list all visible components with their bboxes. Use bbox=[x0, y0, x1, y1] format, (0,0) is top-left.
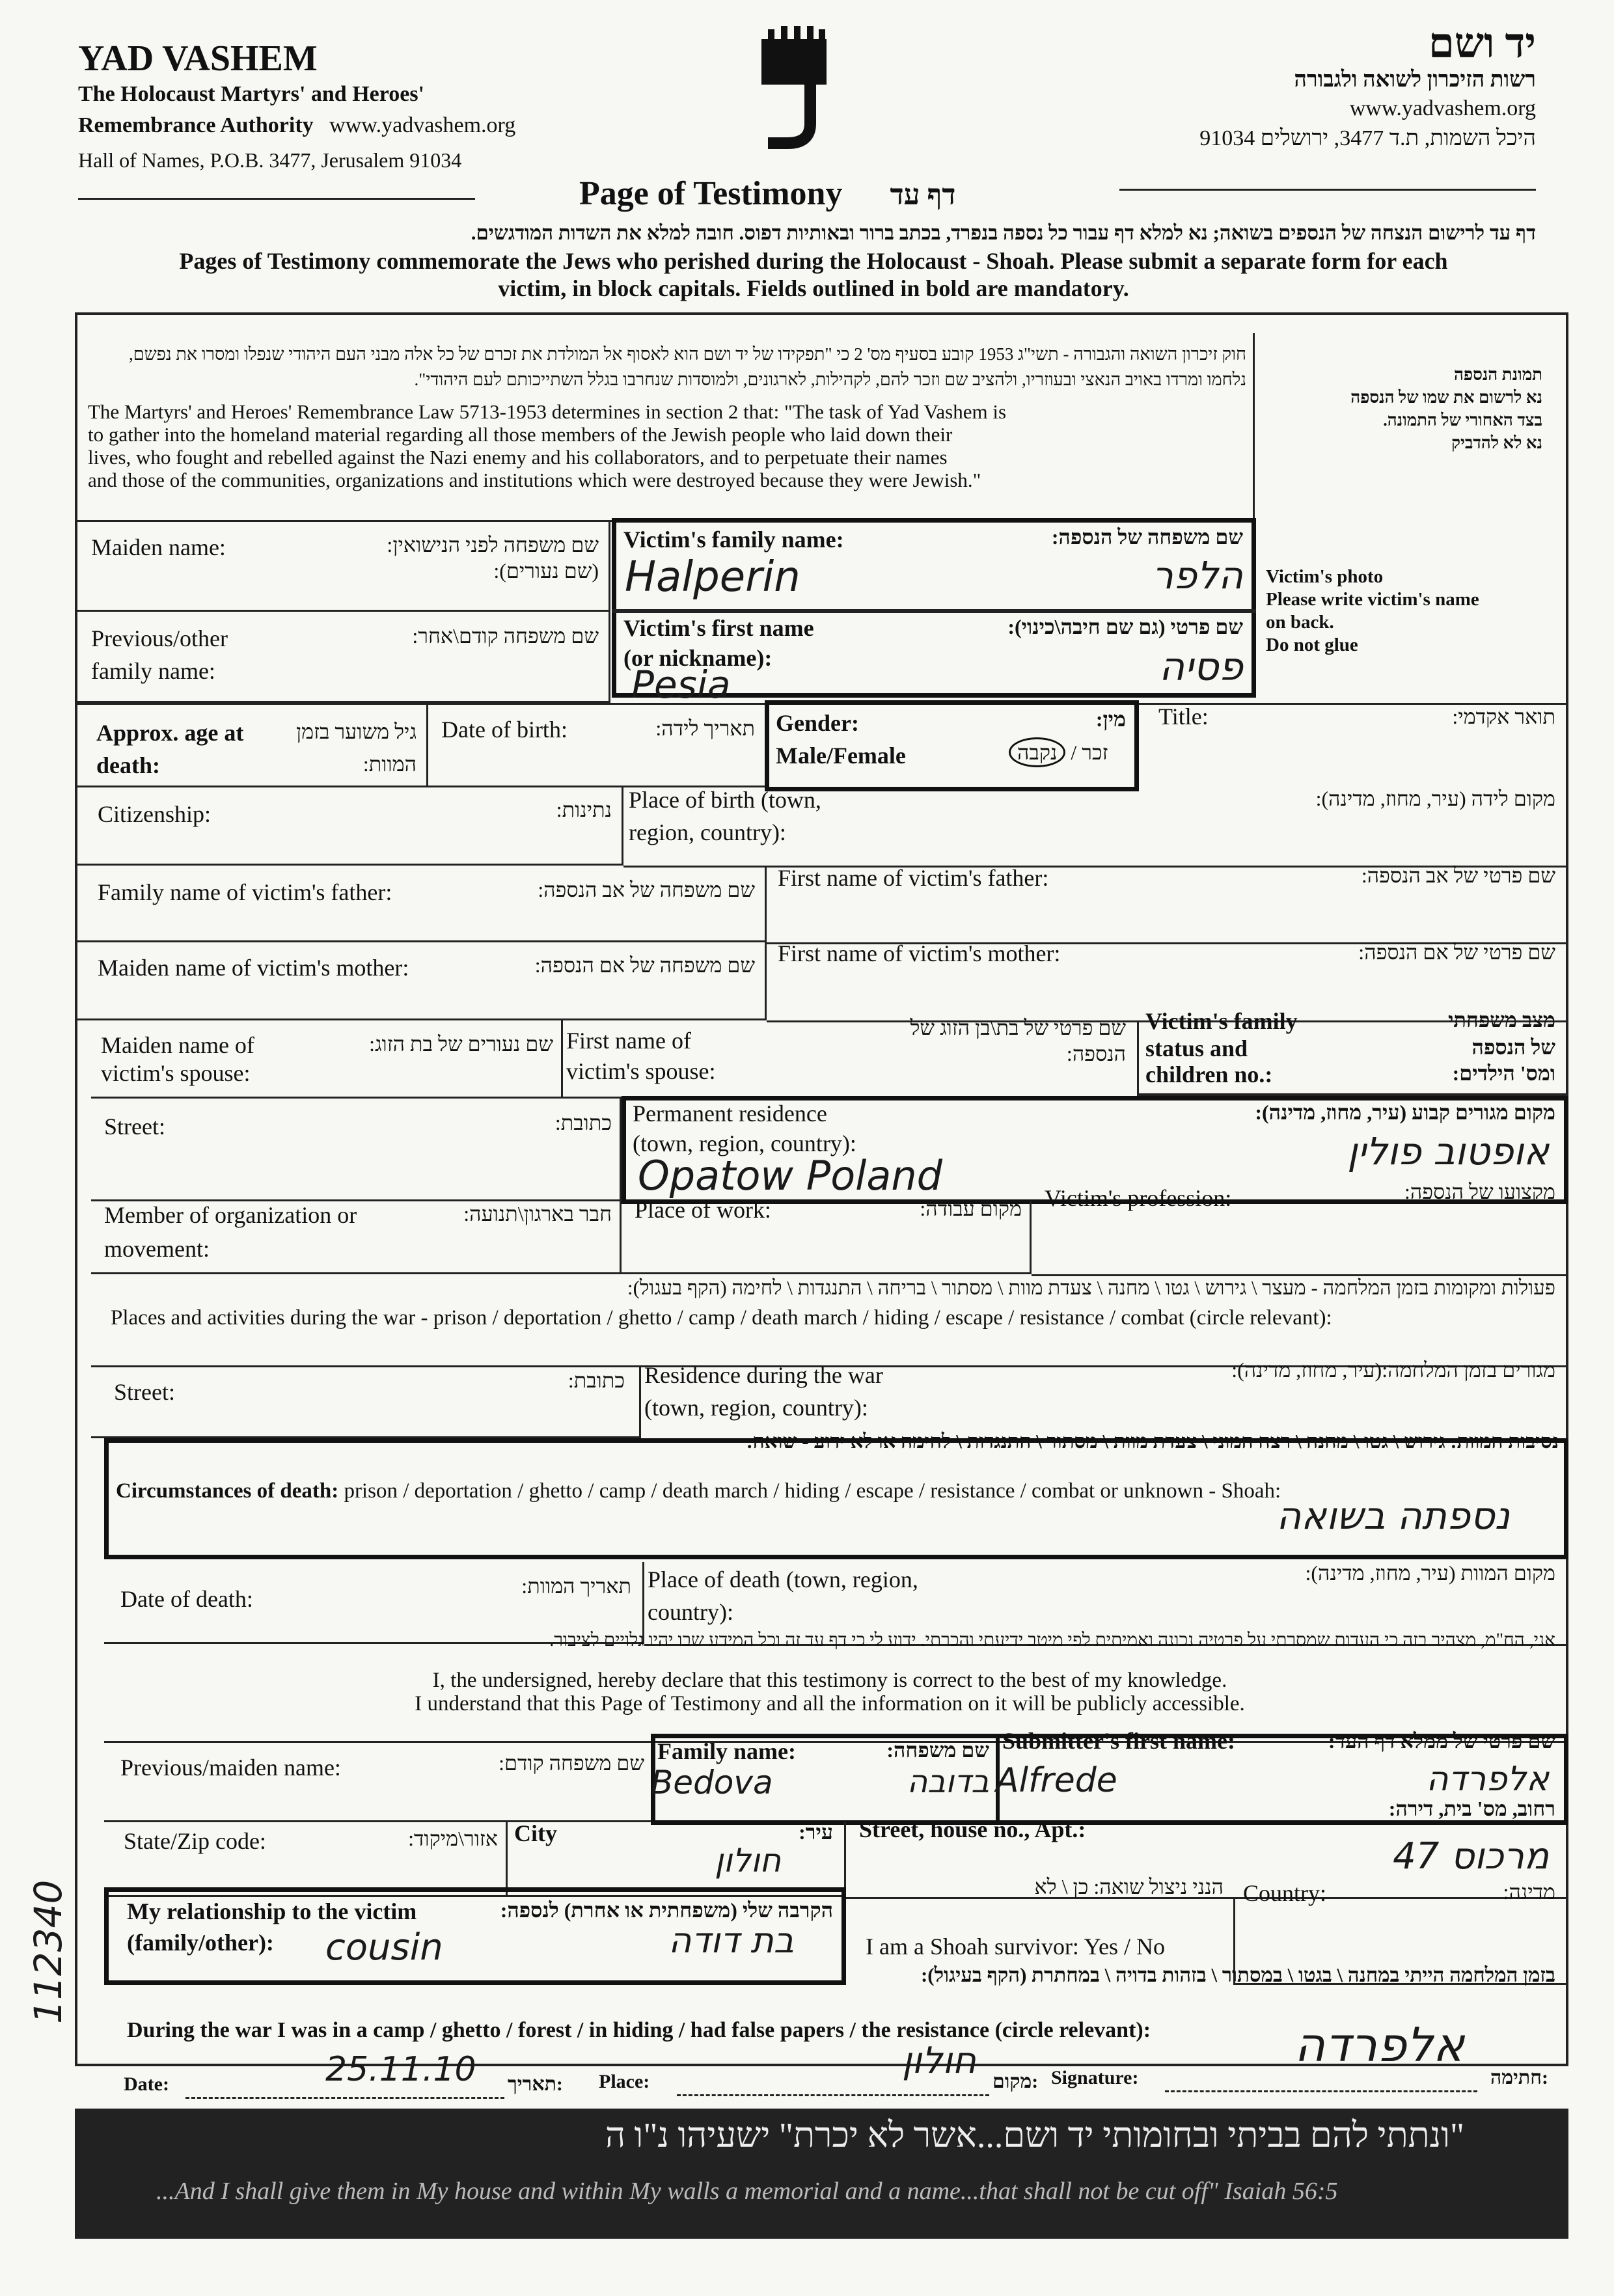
sub-state-he: אזור\מיקוד: bbox=[408, 1827, 498, 1850]
spouse-maiden-he: שם נעורים של בת הזוג: bbox=[369, 1032, 553, 1056]
sub-street-value[interactable]: מרכוס 47 bbox=[1393, 1835, 1549, 1878]
father-first-label: First name of victim's father: bbox=[778, 865, 1049, 891]
death-circ-en-bold: Circumstances of death: bbox=[116, 1479, 339, 1503]
org-he-title: יד ושם bbox=[1428, 20, 1536, 66]
during-war-en: During the war I was in a camp / ghetto / forest / in hiding / had false papers / the resistance (circle relevant): bbox=[127, 2018, 1151, 2042]
relationship-he: הקרבה שלי (משפחתית או אחרת) לנספה: bbox=[500, 1898, 833, 1922]
mother-maiden-he: שם משפחה של אם הנספה: bbox=[534, 953, 755, 977]
family-name-label: Victim's family name: bbox=[623, 526, 844, 553]
father-family-he: שם משפחה של אב הנספה: bbox=[538, 878, 755, 901]
residence-value[interactable]: Opatow Poland bbox=[638, 1152, 942, 1199]
war-street-he: כתובת: bbox=[568, 1369, 625, 1392]
member-org-he: חבר בארגון\תנועה: bbox=[463, 1202, 612, 1225]
family-name-value[interactable]: Halperin bbox=[625, 553, 800, 601]
sub-street-label: Street, house no., Apt.: bbox=[859, 1816, 1086, 1842]
sub-first-value[interactable]: Alfrede bbox=[996, 1761, 1117, 1800]
spouse-maiden-label-2: victim's spouse: bbox=[101, 1060, 251, 1086]
death-place-label-2: country): bbox=[648, 1599, 733, 1625]
first-name-label-1: Victim's first name bbox=[623, 615, 814, 641]
photo-en-3: on back. bbox=[1266, 612, 1334, 633]
age-label-2: death: bbox=[96, 752, 160, 778]
death-date-he: תאריך המוות: bbox=[521, 1574, 631, 1598]
dob-he: תאריך לידה: bbox=[655, 717, 755, 740]
age-label-1: Approx. age at bbox=[96, 720, 244, 746]
yad-vashem-logo bbox=[748, 26, 846, 150]
footer-he: "ונתתי להם בביתי ובחומותי יד ושם...אשר לא יכרת" ישעיהו נ"ו ה bbox=[605, 2116, 1464, 2155]
title-label: Title: bbox=[1158, 704, 1209, 730]
death-circ-en-rest: prison / deportation / ghetto / camp / death march / hiding / escape / resistance / combat or unknown - Shoah: bbox=[338, 1479, 1281, 1503]
photo-he-2: נא לרשום את שמו של הנספה bbox=[1350, 388, 1542, 407]
footer-en: ...And I shall give them in My house and within My walls a memorial and a name...that shall not be cut off" Isaiah 56:5 bbox=[156, 2178, 1338, 2205]
sub-street-he: רחוב, מס' בית, דירה: bbox=[1388, 1797, 1555, 1820]
death-circ-he: נסיבות המוות: גירוש \ גטו \ מחנה \ רצח המוני \ צעדת מוות \ מסתור \ התנגדות \ לחימה או לא ידוע - שואה: bbox=[746, 1430, 1559, 1453]
sub-city-value[interactable]: חולון bbox=[715, 1842, 781, 1879]
sub-first-he: שם פרטי של ממלא דף העד: bbox=[1328, 1729, 1555, 1753]
residence-label-2: (town, region, country): bbox=[633, 1130, 856, 1156]
sub-first-label: Submitter's first name: bbox=[1002, 1728, 1235, 1754]
mother-maiden-label: Maiden name of victim's mother: bbox=[98, 955, 409, 981]
activities-en: Places and activities during the war - prison / deportation / ghetto / camp / death march / hiding / escape / resistance / combat (circle relevant): bbox=[111, 1306, 1332, 1330]
place-he: מקום: bbox=[992, 2071, 1039, 2092]
survivor-he[interactable]: הנני ניצול שואה: כן \ לא bbox=[1034, 1875, 1224, 1898]
maiden-name-he2: (שם נעורים): bbox=[493, 559, 599, 582]
place-value[interactable]: חולון bbox=[901, 2040, 976, 2082]
street-label: Street: bbox=[104, 1114, 165, 1140]
sub-family-value-he[interactable]: בדובה bbox=[907, 1764, 989, 1800]
date-label: Date: bbox=[124, 2073, 169, 2095]
photo-he-3: בצד האחורי של התמונה. bbox=[1383, 411, 1542, 430]
law-en-2: to gather into the homeland material regarding all those members of the Jewish people who laid down their bbox=[88, 423, 953, 446]
profession-label: Victim's profession: bbox=[1045, 1185, 1232, 1211]
citizenship-he: נתינות: bbox=[556, 798, 612, 821]
org-en-title: YAD VASHEM bbox=[78, 38, 318, 79]
relationship-label-2: (family/other): bbox=[127, 1930, 274, 1956]
survivor-en[interactable]: I am a Shoah survivor: Yes / No bbox=[866, 1934, 1165, 1960]
profession-he: מקצועו של הנספה: bbox=[1404, 1180, 1555, 1203]
form-title-he: דף עד bbox=[890, 179, 956, 211]
declaration-en-1: I, the undersigned, hereby declare that this testimony is correct to the best of my knowledge. bbox=[432, 1669, 1227, 1692]
law-en-1: The Martyrs' and Heroes' Remembrance Law 5713-1953 determines in section 2 that: "The task of Yad Vashem is bbox=[88, 400, 1007, 423]
relationship-value[interactable]: cousin bbox=[325, 1926, 443, 1969]
org-en-line1: The Holocaust Martyrs' and Heroes' bbox=[78, 82, 424, 106]
spouse-first-he-2: הנספה: bbox=[1066, 1042, 1126, 1065]
law-he: חוק זיכרון השואה והגבורה - תשי"ג 1953 קובע בסעיף מס' 2 כי "תפקידו של יד ושם הוא לאסוף אל המולדת את זכרם של כל אלה מבני העם היהודי שנפלו ומסרו את נפשם, נלחמו ומרדו באויב הנאצי ובעוזריו, ולהציב שם וזכר להם, לקהילות, לארגונים, ולמוסדות שנחרבו בגלל השתייכותם לעם היהודי". bbox=[128, 344, 1246, 390]
relationship-value-he[interactable]: בת דודה bbox=[668, 1920, 794, 1961]
work-place-he: מקום עבודה: bbox=[920, 1197, 1022, 1220]
family-status-he-1: מצב משפחתי bbox=[1447, 1008, 1555, 1032]
org-he-url: www.yadvashem.org bbox=[1349, 96, 1536, 120]
date-line bbox=[185, 2097, 504, 2099]
sub-family-he: שם משפחה: bbox=[886, 1738, 989, 1762]
age-he-2: המוות: bbox=[362, 752, 417, 776]
org-en-address: Hall of Names, P.O.B. 3477, Jerusalem 91034 bbox=[78, 148, 462, 172]
signature-label: Signature: bbox=[1051, 2067, 1139, 2088]
family-name-value-he[interactable]: הלפר bbox=[1152, 553, 1243, 597]
family-name-he: שם משפחה של הנספה: bbox=[1051, 525, 1243, 549]
mother-first-he: שם פרטי של אם הנספה: bbox=[1358, 940, 1555, 964]
signature-line bbox=[1165, 2090, 1477, 2092]
org-he-line1: רשות הזיכרון לשואה ולגבורה bbox=[1294, 68, 1536, 92]
previous-name-label-2: family name: bbox=[91, 658, 215, 684]
photo-en-2: Please write victim's name bbox=[1266, 589, 1479, 610]
member-org-label-2: movement: bbox=[104, 1236, 210, 1262]
place-line bbox=[677, 2094, 989, 2096]
gender-he-male[interactable]: זכר / bbox=[1071, 741, 1108, 764]
birth-place-label-1: Place of birth (town, bbox=[629, 787, 821, 813]
intro-en-2: victim, in block capitals. Fields outlined in bold are mandatory. bbox=[498, 275, 1129, 301]
signature-value[interactable]: אלפרדה bbox=[1294, 2017, 1464, 2072]
sub-family-value[interactable]: Bedova bbox=[651, 1764, 773, 1801]
gender-he-female-circled[interactable]: נקבה bbox=[1009, 737, 1065, 767]
spouse-first-he-1: שם פרטי של בת\בן הזוג של bbox=[910, 1016, 1126, 1039]
age-he-1: גיל משוער בזמן bbox=[295, 720, 417, 743]
activities-he: פעולות ומקומות בזמן המלחמה - מעצר \ גירוש \ גטו \ מחנה \ צעדת מוות \ מסתור \ בריחה \ התנגדות \ לחימה (הקף בעגול): bbox=[627, 1276, 1555, 1299]
birth-place-he: מקום לידה (עיר, מחוז, מדינה): bbox=[1315, 787, 1555, 810]
law-en-4: and those of the communities, organizations and institutions which were destroyed because they were Jewish." bbox=[88, 469, 981, 491]
residence-value-he[interactable]: אופטוב פולין bbox=[1347, 1129, 1549, 1173]
war-residence-label-1: Residence during the war bbox=[644, 1362, 883, 1388]
maiden-name-he: שם משפחה לפני הנישואין: bbox=[387, 533, 599, 556]
family-status-he-3: ומס' הילדים: bbox=[1452, 1061, 1555, 1085]
previous-name-label-1: Previous/other bbox=[91, 625, 228, 651]
sub-city-label: City bbox=[514, 1820, 557, 1846]
dob-label: Date of birth: bbox=[441, 717, 568, 743]
title-he: תואר אקדמי: bbox=[1452, 705, 1555, 728]
signature-he: חתימה: bbox=[1490, 2067, 1548, 2088]
member-org-label-1: Member of organization or bbox=[104, 1202, 357, 1228]
residence-he: מקום מגורים קבוע (עיר, מחוז, מדינה): bbox=[1255, 1100, 1555, 1124]
header-rule-left bbox=[78, 198, 475, 200]
law-en-3: lives, who fought and rebelled against the Nazi enemy and his collaborators, and to perpetuate their names bbox=[88, 446, 948, 469]
victim-name-divider bbox=[612, 609, 1256, 613]
first-name-value-he[interactable]: פסיה bbox=[1158, 644, 1243, 690]
first-name-he: שם פרטי (גם שם חיבה\כינוי): bbox=[1007, 615, 1243, 638]
maiden-name-label: Maiden name: bbox=[91, 534, 226, 560]
mother-first-label: First name of victim's mother: bbox=[778, 940, 1061, 966]
street-he: כתובת: bbox=[554, 1111, 612, 1134]
residence-label-1: Permanent residence bbox=[633, 1100, 827, 1127]
margin-number: 112340 bbox=[26, 1879, 70, 2024]
death-circ-value[interactable]: נספתה בשואה bbox=[1276, 1494, 1510, 1538]
citizenship-label: Citizenship: bbox=[98, 801, 211, 827]
photo-he-1: תמונת הנספה bbox=[1453, 365, 1542, 384]
org-he-address: היכל השמות, ת.ד 3477, ירושלים 91034 bbox=[1199, 126, 1536, 150]
gender-label-2: Male/Female bbox=[776, 743, 906, 769]
sub-prev-name-he: שם משפחה קודם: bbox=[499, 1751, 644, 1775]
family-status-label-2: status and bbox=[1145, 1035, 1248, 1061]
sub-city-he: עיר: bbox=[799, 1820, 833, 1844]
declaration-he: אני, הח"מ, מצהיר בזה כי העדות שמסרתי על פרטיה נכונה ואמיתית לפי מיטב ידיעתי והכרתי. ידוע לי כי דף עד זה וכל המידע שבו יהיו גלויים לציבור. bbox=[549, 1630, 1555, 1650]
sub-country-label: Country: bbox=[1243, 1880, 1327, 1906]
gender-label-1: Gender: bbox=[776, 710, 859, 736]
sub-state-label: State/Zip code: bbox=[124, 1828, 266, 1854]
family-status-label-3: children no.: bbox=[1145, 1061, 1273, 1087]
father-family-label: Family name of victim's father: bbox=[98, 879, 392, 905]
war-street-label: Street: bbox=[114, 1379, 175, 1405]
sub-first-value-he[interactable]: אלפרדה bbox=[1426, 1760, 1549, 1799]
intro-en-1: Pages of Testimony commemorate the Jews who perished during the Holocaust - Shoah. Please submit a separate form for each bbox=[179, 248, 1448, 274]
date-value[interactable]: 25.11.10 bbox=[325, 2050, 476, 2089]
first-name-label-2: (or nickname): bbox=[623, 645, 773, 671]
declaration-en-2: I understand that this Page of Testimony and all the information on it will be publicly accessible. bbox=[415, 1692, 1245, 1715]
death-place-he: מקום המוות (עיר, מחוז, מדינה): bbox=[1305, 1561, 1555, 1585]
first-name-value[interactable]: Pesia bbox=[631, 663, 731, 707]
gender-he-row bbox=[1009, 741, 1108, 765]
spouse-maiden-label-1: Maiden name of bbox=[101, 1032, 254, 1058]
family-status-he-2: של הנספה bbox=[1471, 1035, 1555, 1059]
war-residence-label-2: (town, region, country): bbox=[644, 1395, 868, 1421]
spouse-first-label-2: victim's spouse: bbox=[566, 1058, 716, 1084]
org-en-url: www.yadvashem.org bbox=[329, 113, 516, 137]
gender-he-1: מין: bbox=[1095, 707, 1126, 731]
family-status-label-1: Victim's family bbox=[1145, 1008, 1298, 1034]
intro-he: דף עד לרישום הנצחה של הנספים בשואה; נא למלא דף עבור כל נספה בנפרד, בכתב ברור ובאותיות דפוס. חובה למלא את השדות המודגשים. bbox=[471, 221, 1536, 244]
photo-en-4: Do not glue bbox=[1266, 635, 1358, 655]
war-residence-he: מגורים בזמן המלחמה:(עיר, מחוז, מדינה): bbox=[1231, 1358, 1555, 1382]
sub-prev-name-label: Previous/maiden name: bbox=[120, 1755, 341, 1781]
work-place-label: Place of work: bbox=[635, 1197, 771, 1223]
spouse-first-label-1: First name of bbox=[566, 1028, 691, 1054]
org-en-line2-row bbox=[78, 113, 515, 138]
death-place-label-1: Place of death (town, region, bbox=[648, 1566, 918, 1592]
sub-family-label: Family name: bbox=[657, 1738, 796, 1764]
death-date-label: Date of death: bbox=[120, 1586, 253, 1612]
place-label: Place: bbox=[599, 2071, 650, 2092]
previous-name-he: שם משפחה קודם\אחר: bbox=[412, 624, 599, 648]
relationship-label-1: My relationship to the victim bbox=[127, 1898, 417, 1924]
during-war-he: בזמן המלחמה הייתי במחנה \ בגטו \ במסתור \ בזהות בדויה \ במחתרת (הקף בעיגול): bbox=[920, 1963, 1555, 1986]
date-he: תאריך: bbox=[508, 2073, 563, 2095]
form-title: Page of Testimony bbox=[579, 175, 843, 212]
sub-country-he: מדינה: bbox=[1503, 1880, 1555, 1904]
form-title-row bbox=[579, 174, 955, 213]
header-rule-right bbox=[1119, 189, 1536, 191]
father-first-he: שם פרטי של אב הנספה: bbox=[1361, 864, 1555, 887]
birth-place-label-2: region, country): bbox=[629, 819, 786, 845]
photo-he-4: נא לא להדביק bbox=[1451, 433, 1542, 452]
org-en-line2: Remembrance Authority bbox=[78, 113, 314, 137]
photo-en-1: Victim's photo bbox=[1266, 566, 1384, 587]
